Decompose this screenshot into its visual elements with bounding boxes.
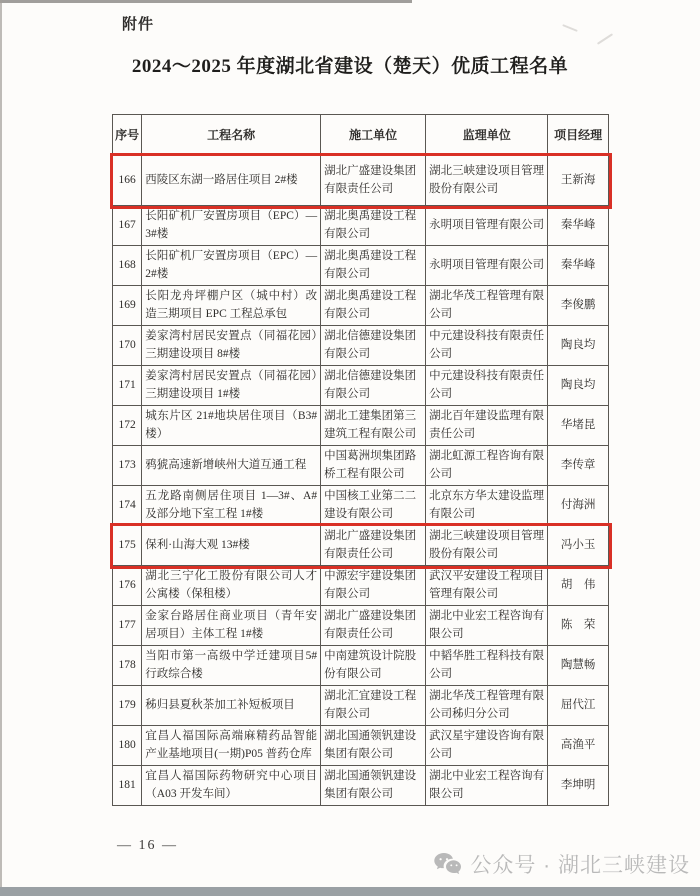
table-row [113, 686, 609, 726]
cell-supervisor: 湖北华茂工程管理有限公司 [426, 286, 548, 326]
page-title: 2024～2025 年度湖北省建设（楚天）优质工程名单 [131, 56, 569, 77]
cell-project: 长阳矿机厂安置房项目（EPC）—3#楼 [142, 206, 321, 246]
cell-no: 172 [113, 406, 142, 446]
cell-supervisor: 湖北百年建设监理有限责任公司 [426, 406, 548, 446]
scan-edge-left [0, 0, 2, 896]
cell-supervisor: 湖北中业宏工程咨询有限公司 [426, 766, 548, 806]
projects-table [112, 114, 609, 806]
column-header-4: 项目经理 [548, 115, 609, 156]
cell-no: 168 [113, 246, 142, 286]
cell-manager: 胡 伟 [548, 566, 609, 606]
cell-manager: 冯小玉 [548, 526, 609, 566]
table-row [113, 526, 609, 566]
table-row [113, 766, 609, 806]
cell-manager: 陶良均 [548, 366, 609, 406]
cell-project: 长阳龙舟坪棚户区（城中村）改造三期项目 EPC 工程总承包 [142, 286, 321, 326]
cell-no: 174 [113, 486, 142, 526]
cell-builder: 湖北国通领钒建设集团有限公司 [321, 726, 426, 766]
table-row [113, 646, 609, 686]
cell-supervisor: 永明项目管理有限公司 [426, 206, 548, 246]
cell-manager: 付海洲 [548, 486, 609, 526]
cell-project: 西陵区东湖一路居住项目 2#楼 [142, 156, 321, 206]
table-row [113, 326, 609, 366]
cell-no: 180 [113, 726, 142, 766]
cell-no: 166 [113, 156, 142, 206]
cell-project: 金家台路居住商业项目（青年安居项目）主体工程 1#楼 [142, 606, 321, 646]
cell-project: 当阳市第一高级中学迁建项目5#行政综合楼 [142, 646, 321, 686]
cell-builder: 中南建筑设计院股份有限公司 [321, 646, 426, 686]
cell-project: 秭归县夏秋茶加工补短板项目 [142, 686, 321, 726]
cell-supervisor: 湖北虹源工程咨询有限公司 [426, 446, 548, 486]
column-header-2: 施工单位 [321, 115, 426, 156]
cell-project: 保利·山海大观 13#楼 [142, 526, 321, 566]
attachment-label: 附件 [122, 17, 155, 33]
column-header-1: 工程名称 [142, 115, 321, 156]
cell-manager: 陶良均 [548, 326, 609, 366]
cell-supervisor: 永明项目管理有限公司 [426, 246, 548, 286]
table-header-row [113, 115, 609, 156]
cell-builder: 湖北信德建设集团有限公司 [321, 366, 426, 406]
scan-edge-top [0, 0, 412, 3]
cell-project: 宜昌人福国际药物研究中心项目（A03 开发车间） [142, 766, 321, 806]
table-row [113, 156, 609, 206]
cell-supervisor: 中元建设科技有限责任公司 [426, 326, 548, 366]
table-row [113, 486, 609, 526]
watermark [433, 849, 690, 879]
table-row [113, 246, 609, 286]
cell-project: 鸦猇高速新增峡州大道互通工程 [142, 446, 321, 486]
cell-supervisor: 中元建设科技有限责任公司 [426, 366, 548, 406]
cell-supervisor: 湖北三峡建设项目管理股份有限公司 [426, 526, 548, 566]
cell-manager: 秦华峰 [548, 246, 609, 286]
cell-manager: 李传章 [548, 446, 609, 486]
table-body [113, 156, 609, 806]
cell-no: 173 [113, 446, 142, 486]
wechat-icon [433, 852, 463, 877]
cell-no: 167 [113, 206, 142, 246]
cell-builder: 中国葛洲坝集团路桥工程有限公司 [321, 446, 426, 486]
cell-builder: 湖北国通领钒建设集团有限公司 [321, 766, 426, 806]
cell-builder: 湖北奥禹建设工程有限公司 [321, 246, 426, 286]
cell-supervisor: 湖北华茂工程管理有限公司秭归分公司 [426, 686, 548, 726]
cell-project: 姜家湾村居民安置点（同福花园）三期建设项目 1#楼 [142, 366, 321, 406]
table-row [113, 406, 609, 446]
cell-no: 169 [113, 286, 142, 326]
cell-no: 181 [113, 766, 142, 806]
column-header-0: 序号 [113, 115, 142, 156]
cell-builder: 湖北广盛建设集团有限责任公司 [321, 606, 426, 646]
cell-manager: 陈 荣 [548, 606, 609, 646]
cell-project: 姜家湾村居民安置点（同福花园）三期建设项目 8#楼 [142, 326, 321, 366]
table-row [113, 446, 609, 486]
cell-supervisor: 北京东方华太建设监理有限公司 [426, 486, 548, 526]
cell-builder: 湖北汇宜建设工程有限公司 [321, 686, 426, 726]
table-row [113, 726, 609, 766]
cell-builder: 湖北信德建设集团有限公司 [321, 326, 426, 366]
scan-smudge [597, 33, 613, 44]
cell-manager: 陶慧畅 [548, 646, 609, 686]
cell-manager: 高渔平 [548, 726, 609, 766]
cell-manager: 李俊鹏 [548, 286, 609, 326]
cell-builder: 湖北奥禹建设工程有限公司 [321, 206, 426, 246]
cell-supervisor: 武汉平安建设工程项目管理有限公司 [426, 566, 548, 606]
cell-manager: 李坤明 [548, 766, 609, 806]
cell-manager: 华堵昆 [548, 406, 609, 446]
cell-no: 177 [113, 606, 142, 646]
watermark-text: 公众号 · 湖北三峡建设 [470, 854, 690, 877]
cell-project: 宜昌人福国际高端麻精药品智能产业基地项目(一期)P05 普药仓库 [142, 726, 321, 766]
cell-builder: 湖北奥禹建设工程有限公司 [321, 286, 426, 326]
scan-smudge [562, 24, 578, 32]
cell-no: 170 [113, 326, 142, 366]
cell-supervisor: 中韬华胜工程科技有限公司 [426, 646, 548, 686]
table-row [113, 606, 609, 646]
cell-project: 五龙路南侧居住项目 1—3#、A#及部分地下室工程 1#楼 [142, 486, 321, 526]
cell-project: 城东片区 21#地块居住项目（B3#楼） [142, 406, 321, 446]
cell-supervisor: 湖北三峡建设项目管理股份有限公司 [426, 156, 548, 206]
cell-no: 179 [113, 686, 142, 726]
table-row [113, 566, 609, 606]
bottom-bar [0, 887, 700, 896]
cell-project: 湖北三宁化工股份有限公司人才公寓楼（保租楼） [142, 566, 321, 606]
cell-no: 175 [113, 526, 142, 566]
cell-project: 长阳矿机厂安置房项目（EPC）—2#楼 [142, 246, 321, 286]
cell-supervisor: 湖北中业宏工程咨询有限公司 [426, 606, 548, 646]
cell-builder: 湖北工建集团第三建筑工程有限公司 [321, 406, 426, 446]
cell-builder: 湖北广盛建设集团有限责任公司 [321, 156, 426, 206]
column-header-3: 监理单位 [426, 115, 548, 156]
cell-no: 171 [113, 366, 142, 406]
cell-builder: 中源宏宇建设集团有限公司 [321, 566, 426, 606]
cell-no: 176 [113, 566, 142, 606]
cell-builder: 湖北广盛建设集团有限责任公司 [321, 526, 426, 566]
cell-manager: 秦华峰 [548, 206, 609, 246]
cell-supervisor: 武汉星宇建设咨询有限公司 [426, 726, 548, 766]
table-row [113, 366, 609, 406]
cell-builder: 中国核工业第二二建设有限公司 [321, 486, 426, 526]
cell-no: 178 [113, 646, 142, 686]
page-number: — 16 — [117, 838, 178, 853]
cell-manager: 屈代江 [548, 686, 609, 726]
cell-manager: 王新海 [548, 156, 609, 206]
table-row [113, 286, 609, 326]
table-row [113, 206, 609, 246]
